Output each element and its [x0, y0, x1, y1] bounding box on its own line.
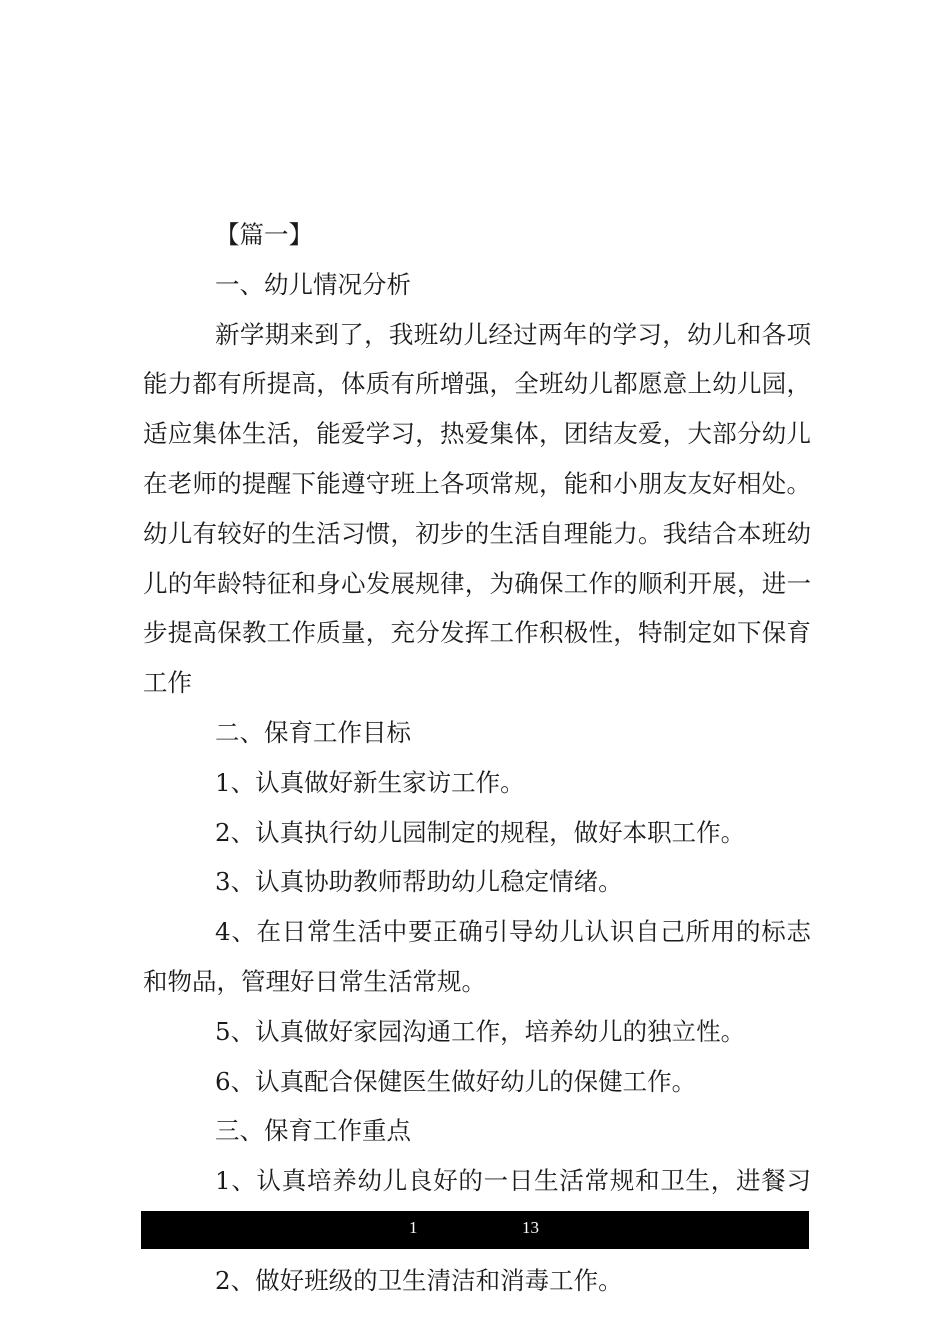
goal-item-3: 3、认真协助教师帮助幼儿稳定情绪。	[215, 867, 623, 897]
heading-child-analysis: 一、幼儿情况分析	[215, 269, 411, 299]
page-number: 1	[409, 1218, 418, 1237]
section-marker: 【篇一】	[215, 220, 313, 249]
goal-item-1: 1、认真做好新生家访工作。	[215, 767, 525, 797]
focus-item-2: 2、做好班级的卫生清洁和消毒工作。	[215, 1265, 623, 1295]
heading-care-focus: 三、保育工作重点	[215, 1116, 411, 1146]
focus-item-1: 1、认真培养幼儿良好的一日生活常规和卫生，进餐习	[215, 1166, 811, 1196]
page-footer	[141, 1211, 809, 1249]
goal-item-4: 4、在日常生活中要正确引导幼儿认识自己所用的标志和物品，管理好日常生活常规。	[143, 917, 811, 996]
heading-care-goals: 二、保育工作目标	[215, 717, 411, 747]
goal-item-6: 6、认真配合保健医生做好幼儿的保健工作。	[215, 1066, 697, 1096]
document-body	[143, 210, 811, 1306]
goal-item-5: 5、认真做好家园沟通工作，培养幼儿的独立性。	[215, 1016, 746, 1046]
paragraph-situation: 新学期来到了，我班幼儿经过两年的学习，幼儿和各项能力都有所提高，体质有所增强，全班幼儿都愿意上幼儿园，适应集体生活，能爱学习，热爱集体，团结友爱，大部分幼儿在老师的提醒下能遵守班上各项常规，能和小朋友友好相处。幼儿有较好的生活习惯，初步的生活自理能力。我结合本班幼儿的年龄特征和身心发展规律，为确保工作的顺利开展，进一步提高保教工作质量，充分发挥工作积极性，特制定如下保育工作	[143, 319, 811, 698]
goal-item-2: 2、认真执行幼儿园制定的规程，做好本职工作。	[215, 817, 746, 847]
total-pages: 13	[522, 1218, 539, 1237]
